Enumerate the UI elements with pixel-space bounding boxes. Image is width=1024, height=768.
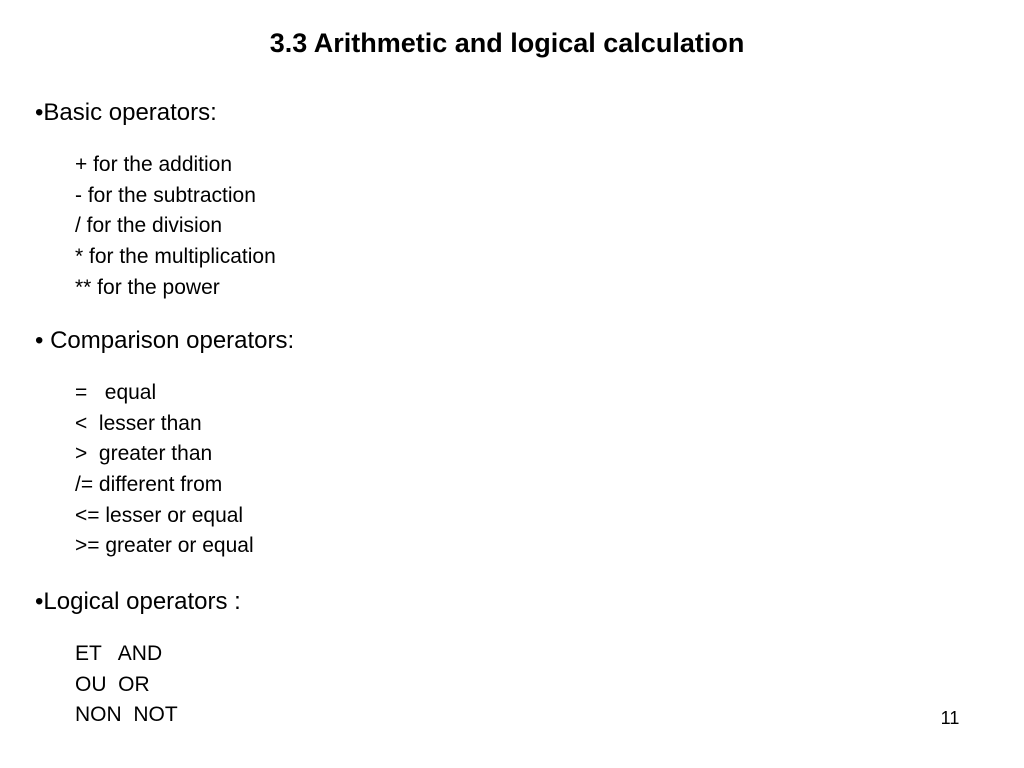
logical-operators-list [75, 639, 178, 731]
list-item: ** for the power [75, 275, 220, 299]
list-item: OU OR [75, 672, 150, 696]
list-item: = equal [75, 381, 157, 404]
list-item: > greater than [75, 442, 213, 466]
list-item: + for the addition [75, 153, 233, 176]
comparison-operators-list [75, 378, 254, 562]
basic-operators-list [75, 150, 276, 303]
list-item: NON NOT [75, 703, 178, 727]
list-item: - for the subtraction [75, 183, 256, 207]
page-number: 11 [940, 708, 960, 728]
list-item: / for the division [75, 214, 223, 238]
list-item: <= lesser or equal [75, 503, 244, 527]
list-item: ET AND [75, 642, 163, 665]
list-item: < lesser than [75, 411, 202, 435]
comparison-operators-heading: • Comparison operators: [35, 327, 295, 354]
list-item: /= different from [75, 473, 223, 497]
basic-operators-heading: •Basic operators: [35, 99, 217, 126]
logical-operators-heading: •Logical operators : [35, 588, 241, 615]
slide-title: 3.3 Arithmetic and logical calculation [269, 28, 745, 58]
list-item: >= greater or equal [75, 534, 254, 558]
list-item: * for the multiplication [75, 245, 276, 269]
